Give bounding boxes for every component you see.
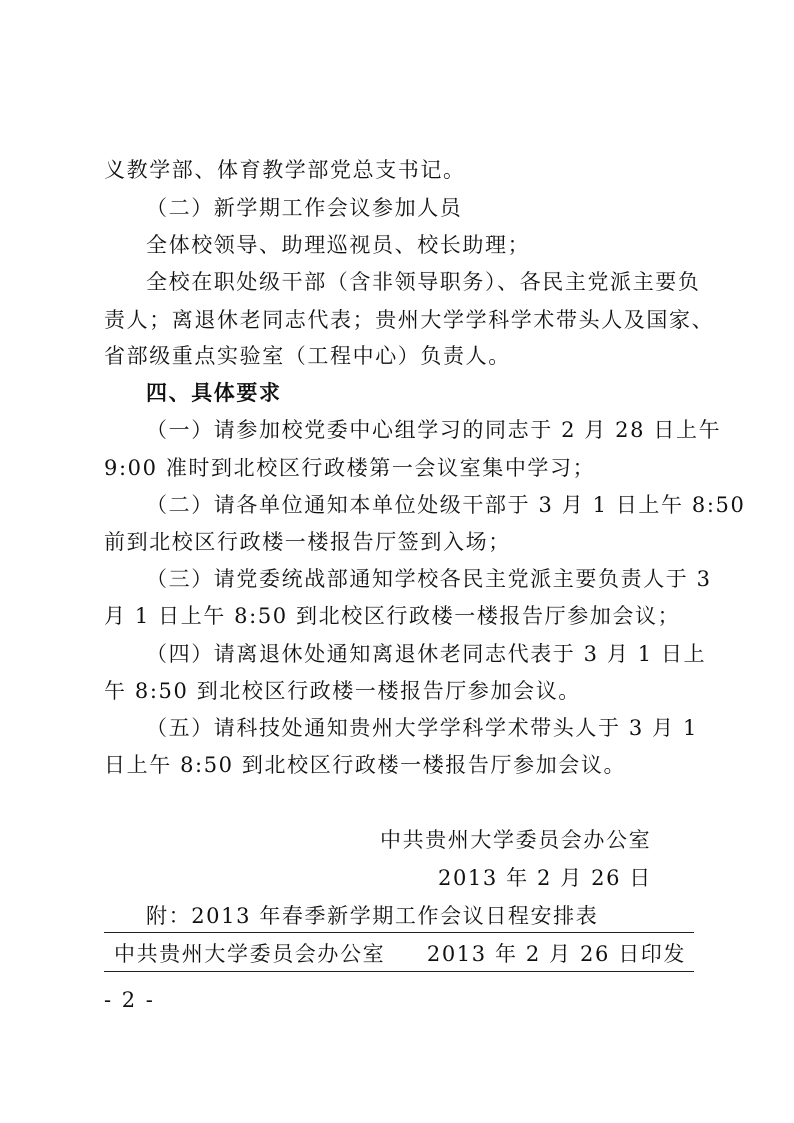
body-line: 义教学部、体育教学部党总支书记。 — [104, 158, 466, 182]
body-line: 全体校领导、助理巡视员、校长助理； — [146, 233, 531, 257]
attachment-note: 附：2013 年春季新学期工作会议日程安排表 — [146, 904, 599, 928]
body-line: （二）请各单位通知本单位处级干部于 3 月 1 日上午 8:50 — [146, 493, 746, 517]
body-line: 省部级重点实验室（工程中心）负责人。 — [104, 344, 511, 368]
footer-issuer: 中共贵州大学委员会办公室 — [114, 942, 386, 966]
body-line: 日上午 8:50 到北校区行政楼一楼报告厅参加会议。 — [104, 753, 627, 777]
signature-date: 2013 年 2 月 26 日 — [438, 866, 652, 890]
body-line: 月 1 日上午 8:50 到北校区行政楼一楼报告厅参加会议； — [104, 604, 681, 628]
signature-org: 中共贵州大学委员会办公室 — [380, 828, 652, 852]
page-number: - 2 - — [104, 988, 155, 1012]
body-line: 责人；离退休老同志代表；贵州大学学科学术带头人及国家、 — [104, 308, 715, 332]
body-line: （四）请离退休处通知离退休老同志代表于 3 月 1 日上 — [146, 642, 707, 666]
body-line: 全校在职处级干部（含非领导职务）、各民主党派主要负 — [146, 270, 701, 294]
body-line: （一）请参加校党委中心组学习的同志于 2 月 28 日上午 — [146, 418, 722, 442]
section-subheading: （二）新学期工作会议参加人员 — [146, 196, 463, 220]
body-line: 前到北校区行政楼一楼报告厅签到入场； — [104, 530, 511, 554]
footer-bottom-rule — [104, 971, 694, 972]
section-heading: 四、具体要求 — [146, 380, 282, 405]
body-line: 9:00 准时到北校区行政楼第一会议室集中学习； — [104, 456, 596, 480]
body-line: （五）请科技处通知贵州大学学科学术带头人于 3 月 1 — [146, 716, 698, 740]
body-line: 午 8:50 到北校区行政楼一楼报告厅参加会议。 — [104, 679, 581, 703]
footer-issue-date: 2013 年 2 月 26 日印发 — [426, 942, 686, 966]
footer-top-rule — [104, 932, 694, 933]
body-line: （三）请党委统战部通知学校各民主党派主要负责人于 3 — [146, 567, 712, 591]
